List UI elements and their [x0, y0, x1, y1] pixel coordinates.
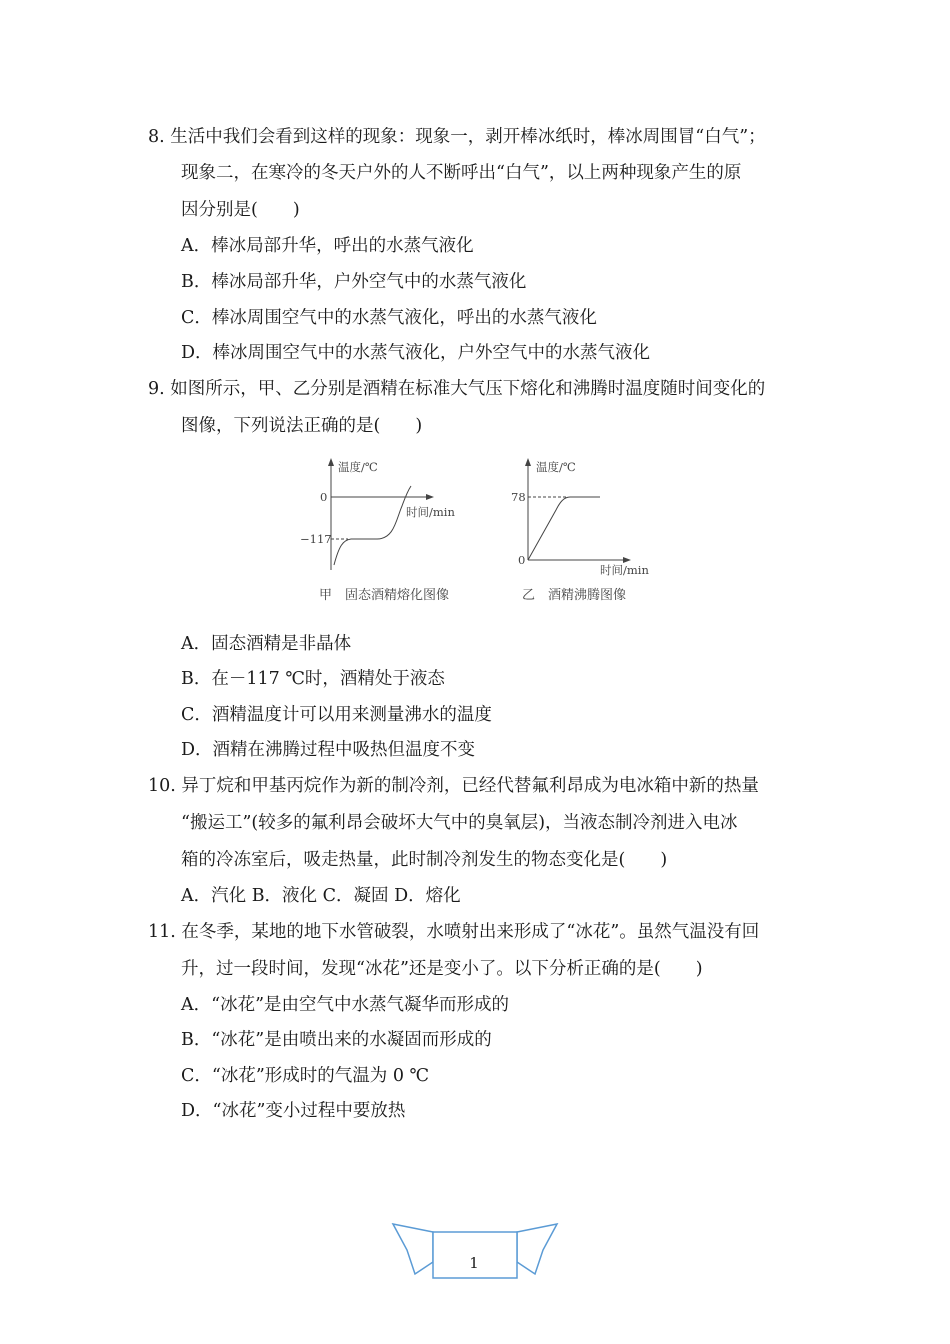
q11-stem-line2: 升，过一段时间，发现“冰花”还是变小了。以下分析正确的是( ) [181, 959, 703, 979]
q11-option-a: A．“冰花”是由空气中水蒸气凝华而形成的 [181, 995, 510, 1015]
q8-stem-line1: 8. 生活中我们会看到这样的现象：现象一，剥开棒冰纸时，棒冰周围冒“白气”； [148, 127, 766, 147]
ribbon-right-tail [517, 1224, 557, 1274]
q9-option-c: C．酒精温度计可以用来测量沸水的温度 [181, 705, 492, 725]
q9-option-d: D．酒精在沸腾过程中吸热但温度不变 [181, 740, 476, 760]
q8-stem-line3: 因分别是( ) [181, 200, 300, 220]
q9-stem-line2: 图像，下列说法正确的是( ) [181, 416, 423, 436]
left-y-arrow [328, 458, 334, 466]
left-x-arrow [426, 494, 434, 500]
q9-stem-line1: 9. 如图所示，甲、乙分别是酒精在标准大气压下熔化和沸腾时温度随时间变化的 [148, 379, 766, 399]
left-ylabel: 温度/℃ [338, 460, 378, 474]
q10-stem-line1: 10. 异丁烷和甲基丙烷作为新的制冷剂，已经代替氟利昂成为电冰箱中新的热量 [148, 776, 759, 796]
right-ylabel: 温度/℃ [536, 460, 576, 474]
q9-figure [290, 450, 670, 615]
right-tick-0: 0 [518, 553, 526, 567]
q8-option-b: B．棒冰局部升华，户外空气中的水蒸气液化 [181, 272, 527, 292]
right-y-arrow [525, 458, 531, 466]
q8-option-c: C．棒冰周围空气中的水蒸气液化，呼出的水蒸气液化 [181, 308, 597, 328]
right-tick-78: 78 [511, 490, 526, 504]
page-number: 1 [469, 1254, 479, 1272]
q11-stem-line1: 11. 在冬季，某地的地下水管破裂，水喷射出来形成了“冰花”。虽然气温没有回 [148, 922, 760, 942]
q10-options: A．汽化 B．液化 C．凝固 D．熔化 [181, 886, 461, 906]
boiling-curve [528, 497, 600, 560]
q8-option-d: D．棒冰周围空气中的水蒸气液化，户外空气中的水蒸气液化 [181, 343, 651, 363]
right-caption: 乙 酒精沸腾图像 [522, 588, 627, 603]
left-tick-117: −117 [300, 532, 332, 546]
q10-stem-line3: 箱的冷冻室后，吸走热量，此时制冷剂发生的物态变化是( ) [181, 850, 668, 870]
q8-stem-line2: 现象二，在寒冷的冬天户外的人不断呼出“白气”，以上两种现象产生的原 [181, 163, 742, 183]
left-caption: 甲 固态酒精熔化图像 [319, 588, 450, 603]
melting-curve [334, 486, 411, 565]
right-xlabel: 时间/min [600, 563, 649, 577]
left-tick-0: 0 [320, 490, 328, 504]
q11-option-c: C．“冰花”形成时的气温为 0 ℃ [181, 1066, 430, 1086]
q11-option-d: D．“冰花”变小过程中要放热 [181, 1101, 406, 1121]
q11-option-b: B．“冰花”是由喷出来的水凝固而形成的 [181, 1030, 492, 1050]
q9-option-b: B．在－117 ℃时，酒精处于液态 [181, 669, 445, 689]
q8-option-a: A．棒冰局部升华，呼出的水蒸气液化 [181, 236, 474, 256]
q9-option-a: A．固态酒精是非晶体 [181, 634, 352, 654]
ribbon-left-tail [393, 1224, 433, 1274]
left-xlabel: 时间/min [406, 505, 455, 519]
q10-stem-line2: “搬运工”(较多的氟利昂会破坏大气中的臭氧层)，当液态制冷剂进入电冰 [181, 813, 738, 833]
